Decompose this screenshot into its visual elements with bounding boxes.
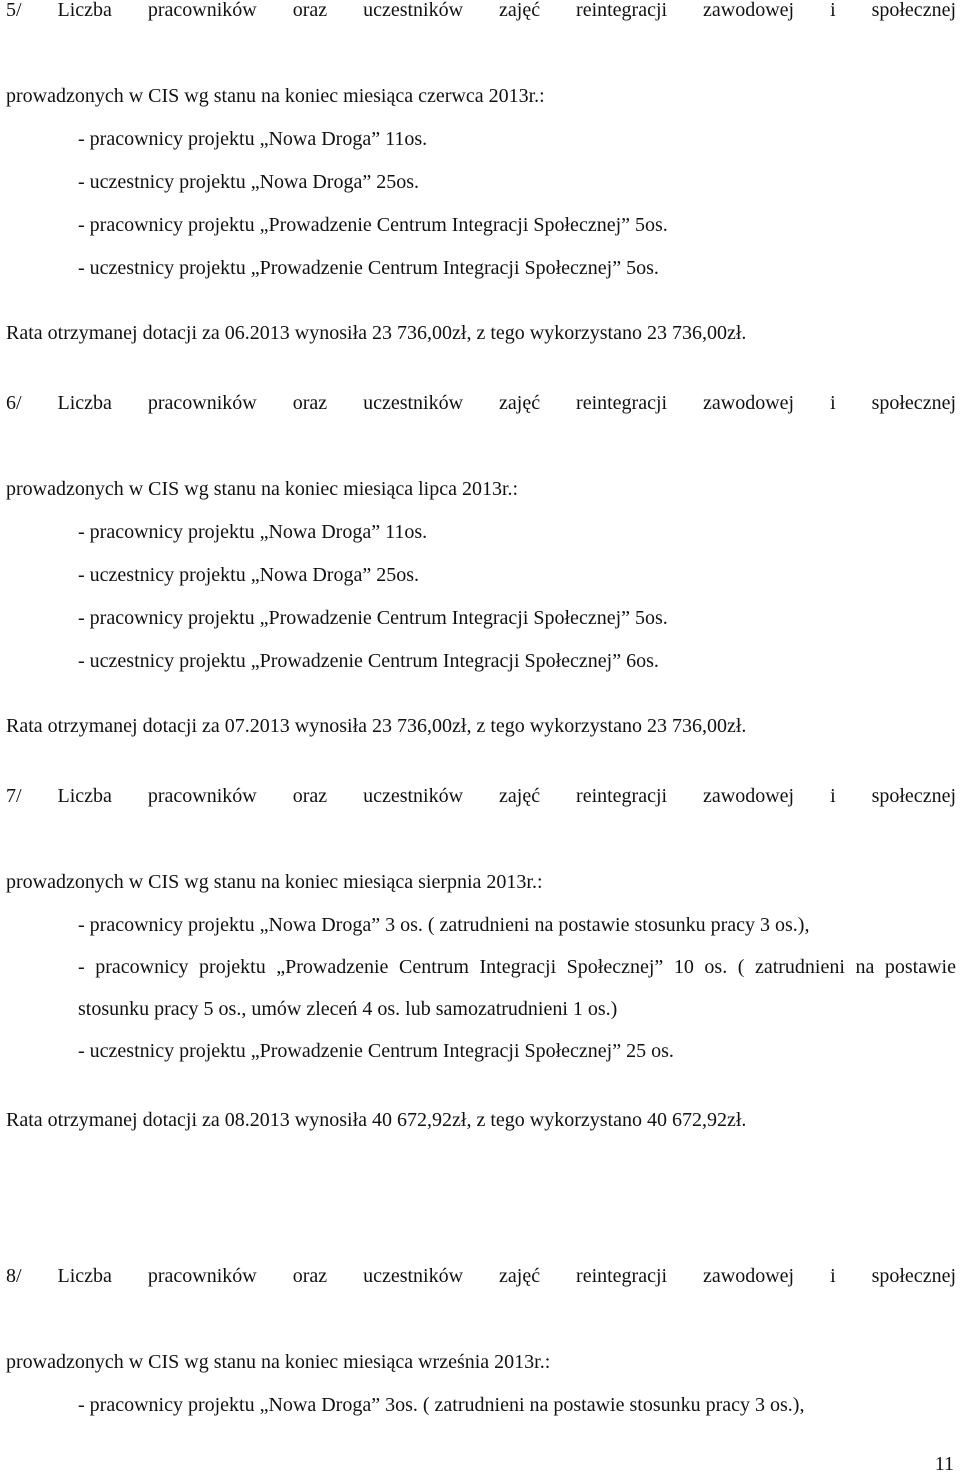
section-heading: 5/ Liczba pracowników oraz uczestników zajęć reintegracji zawodowej i społecznej <box>6 0 956 21</box>
list-item: - uczestnicy projektu „Prowadzenie Centrum Integracji Społecznej” 25 os. <box>78 1040 674 1062</box>
list-item: - pracownicy projektu „Prowadzenie Centrum Integracji Społecznej” 5os. <box>78 214 668 236</box>
section-heading-continued: prowadzonych w CIS wg stanu na koniec miesiąca lipca 2013r.: <box>6 478 519 500</box>
list-item: - pracownicy projektu „Nowa Droga” 11os. <box>78 521 428 543</box>
list-item: - uczestnicy projektu „Prowadzenie Centrum Integracji Społecznej” 6os. <box>78 650 659 672</box>
grant-rate-line: Rata otrzymanej dotacji za 07.2013 wynosiła 23 736,00zł, z tego wykorzystano 23 736,00zł. <box>6 715 747 737</box>
section-heading-continued: prowadzonych w CIS wg stanu na koniec miesiąca sierpnia 2013r.: <box>6 871 543 893</box>
section-8 <box>6 1255 956 1426</box>
section-6 <box>6 382 956 748</box>
list-item: - pracownicy projektu „Nowa Droga” 3os. ( zatrudnieni na postawie stosunku pracy 3 os.), <box>78 1394 805 1416</box>
list-item: - uczestnicy projektu „Nowa Droga” 25os. <box>78 564 419 586</box>
section-5 <box>6 0 956 355</box>
page-number: 11 <box>934 1453 954 1475</box>
list-item: - pracownicy projektu „Prowadzenie Centrum Integracji Społecznej” 10 os. ( zatrudnieni na postawie stosunku pracy 5 os., umów zleceń 4 os. lub samozatrudnieni 1 os.) <box>78 956 956 1020</box>
grant-rate-line: Rata otrzymanej dotacji za 06.2013 wynosiła 23 736,00zł, z tego wykorzystano 23 736,00zł. <box>6 322 747 344</box>
grant-rate-line: Rata otrzymanej dotacji za 08.2013 wynosiła 40 672,92zł, z tego wykorzystano 40 672,92zł. <box>6 1109 747 1131</box>
list-item: - uczestnicy projektu „Nowa Droga” 25os. <box>78 171 419 193</box>
list-item: - pracownicy projektu „Prowadzenie Centrum Integracji Społecznej” 5os. <box>78 607 668 629</box>
section-heading-continued: prowadzonych w CIS wg stanu na koniec miesiąca września 2013r.: <box>6 1351 551 1373</box>
section-heading: 6/ Liczba pracowników oraz uczestników zajęć reintegracji zawodowej i społecznej <box>6 392 956 414</box>
list-item: - pracownicy projektu „Nowa Droga” 11os. <box>78 128 428 150</box>
section-7 <box>6 775 956 1142</box>
list-item: - uczestnicy projektu „Prowadzenie Centrum Integracji Społecznej” 5os. <box>78 257 659 279</box>
list-item: - pracownicy projektu „Nowa Droga” 3 os. ( zatrudnieni na postawie stosunku pracy 3 os.), <box>78 914 810 936</box>
section-heading-continued: prowadzonych w CIS wg stanu na koniec miesiąca czerwca 2013r.: <box>6 85 545 107</box>
section-heading: 8/ Liczba pracowników oraz uczestników zajęć reintegracji zawodowej i społecznej <box>6 1265 956 1287</box>
section-heading: 7/ Liczba pracowników oraz uczestników zajęć reintegracji zawodowej i społecznej <box>6 785 956 807</box>
